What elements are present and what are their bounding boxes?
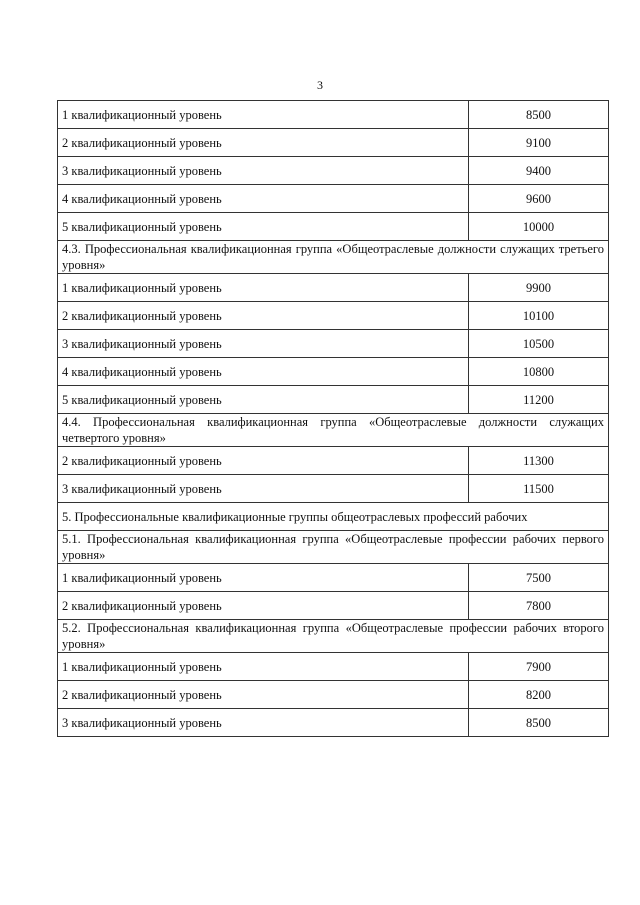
level-label: 2 квалификационный уровень (58, 447, 469, 475)
table-row (58, 681, 609, 709)
level-label: 4 квалификационный уровень (58, 185, 469, 213)
salary-value: 9100 (469, 129, 609, 157)
level-label: 3 квалификационный уровень (58, 157, 469, 185)
table-row (58, 157, 609, 185)
level-label: 3 квалификационный уровень (58, 475, 469, 503)
section-heading: 5. Профессиональные квалификационные группы общеотраслевых профессий рабочих (58, 503, 609, 531)
section-heading: 4.3. Профессиональная квалификационная группа «Общеотраслевые должности служащих третьего уровня» (58, 241, 609, 274)
table-row (58, 358, 609, 386)
table-row (58, 475, 609, 503)
salary-value: 9400 (469, 157, 609, 185)
level-label: 3 квалификационный уровень (58, 709, 469, 737)
table-row (58, 447, 609, 475)
salary-value: 8500 (469, 101, 609, 129)
level-label: 1 квалификационный уровень (58, 564, 469, 592)
salary-value: 7500 (469, 564, 609, 592)
table-row (58, 386, 609, 414)
table-row (58, 101, 609, 129)
table-row (58, 302, 609, 330)
section-heading: 4.4. Профессиональная квалификационная группа «Общеотраслевые должности служащих четвертого уровня» (58, 414, 609, 447)
table-row (58, 564, 609, 592)
table-row (58, 592, 609, 620)
table-row (58, 274, 609, 302)
salary-table (57, 100, 609, 737)
table-row (58, 709, 609, 737)
level-label: 2 квалификационный уровень (58, 129, 469, 157)
salary-value: 9600 (469, 185, 609, 213)
salary-value: 7900 (469, 653, 609, 681)
salary-value: 11500 (469, 475, 609, 503)
salary-value: 8500 (469, 709, 609, 737)
level-label: 1 квалификационный уровень (58, 101, 469, 129)
section-row (58, 620, 609, 653)
salary-value: 10100 (469, 302, 609, 330)
salary-value: 8200 (469, 681, 609, 709)
page-number: 3 (317, 78, 323, 92)
section-heading: 5.1. Профессиональная квалификационная группа «Общеотраслевые профессии рабочих первого уровня» (58, 531, 609, 564)
salary-value: 10000 (469, 213, 609, 241)
table-row (58, 330, 609, 358)
table-row (58, 653, 609, 681)
level-label: 5 квалификационный уровень (58, 213, 469, 241)
level-label: 2 квалификационный уровень (58, 681, 469, 709)
section-row (58, 531, 609, 564)
salary-value: 10500 (469, 330, 609, 358)
level-label: 2 квалификационный уровень (58, 302, 469, 330)
table-row (58, 185, 609, 213)
section-heading: 5.2. Профессиональная квалификационная группа «Общеотраслевые профессии рабочих второго уровня» (58, 620, 609, 653)
salary-value: 11300 (469, 447, 609, 475)
level-label: 5 квалификационный уровень (58, 386, 469, 414)
table-row (58, 213, 609, 241)
level-label: 3 квалификационный уровень (58, 330, 469, 358)
section-row (58, 241, 609, 274)
salary-value: 10800 (469, 358, 609, 386)
level-label: 1 квалификационный уровень (58, 653, 469, 681)
level-label: 2 квалификационный уровень (58, 592, 469, 620)
level-label: 4 квалификационный уровень (58, 358, 469, 386)
section-row (58, 503, 609, 531)
salary-value: 7800 (469, 592, 609, 620)
salary-value: 9900 (469, 274, 609, 302)
section-row (58, 414, 609, 447)
salary-value: 11200 (469, 386, 609, 414)
level-label: 1 квалификационный уровень (58, 274, 469, 302)
table-row (58, 129, 609, 157)
